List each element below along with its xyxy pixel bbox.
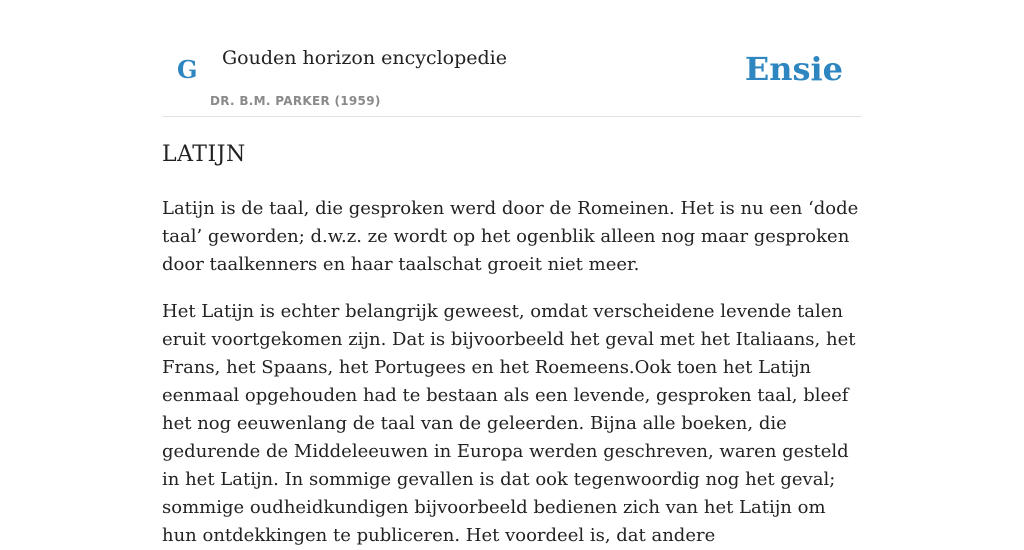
article-paragraph-2: Het Latijn is echter belangrijk geweest, omdat verscheidene levende talen eruit voortgekomen zijn. Dat is bijvoorbeeld het geval met het Italiaans, het Frans, het Spaans, het Portugees en het Roemeens.Ook toen het Latijn eenmaal opgehouden had te bestaan als een levende, gesproken taal, bleef het nog eeuwenlang de taal van de geleerden. Bijna alle boeken, die gedurende de Middeleeuwen in Europa werden geschreven, waren gesteld in het Latijn. In sommige gevallen is dat ook tegenwoordig nog het geval; sommige oudheidkundigen bijvoorbeeld bedienen zich van het Latijn om hun ontdekkingen te publiceren. Het voordeel is, dat andere xyxy=(162,301,856,546)
source-author: DR. B.M. PARKER (1959) xyxy=(210,94,381,108)
article-title: LATIJN xyxy=(162,142,246,167)
source-title-link[interactable]: Gouden horizon encyclopedie xyxy=(222,47,507,69)
ensie-logo-link[interactable]: Ensie xyxy=(744,50,843,88)
article xyxy=(162,116,862,550)
source-logo-letter[interactable]: G xyxy=(177,55,198,84)
article-paragraph-1: Latijn is de taal, die gesproken werd door de Romeinen. Het is nu een ‘dode taal’ geworden; d.w.z. ze wordt op het ogenblik alleen nog maar gesproken door taalkenners en haar taalschat groeit niet meer. xyxy=(162,198,859,275)
source-header xyxy=(162,0,862,117)
